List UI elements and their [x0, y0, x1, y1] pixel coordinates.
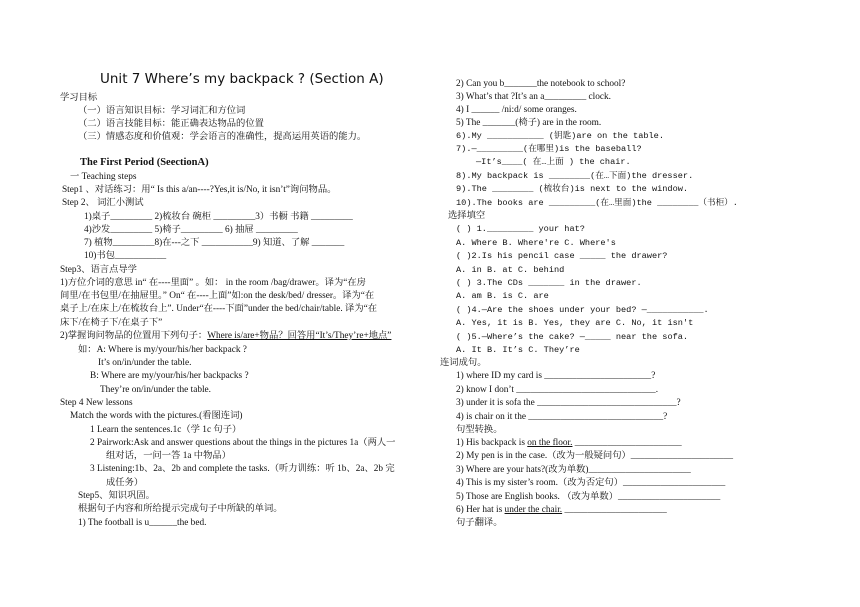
text-line: 1 Learn the sentences.1c（学 1c 句子） [90, 425, 242, 435]
vocab-line: 4)沙发_________ 5)椅子_________ 6) 抽屉 _________ [84, 225, 298, 235]
vocab-line: 1)桌子_________ 2)梳妆台 碗柜 _________3）书橱 书籍 _________ [84, 212, 353, 222]
mc-question: ( )5.—Where’s the cake? —_____ near the sofa. [456, 332, 689, 342]
text-span: _______________________ [572, 438, 682, 448]
section-heading: 句子翻译。 [456, 518, 503, 528]
sentence-line: 1) where ID my card is _______________________? [456, 371, 656, 381]
vocab-line: 10)书包___________ [84, 251, 167, 261]
text-line: 一 Teaching steps [70, 172, 137, 182]
text-span: 6) Her hat is [456, 505, 505, 515]
text-span: 2)掌握询问物品的位置用下列句子： [60, 331, 208, 341]
text-line: 2 Pairwork:Ask and answer questions about the things in the pictures 1a（两人一 [90, 438, 396, 448]
transform-line: 4) This is my sister’s room.（改为否定句）______________________ [456, 478, 726, 488]
exercise-line: 2) Can you b_______the notebook to school? [456, 79, 626, 89]
mc-question: ( )4.—Are the shoes under your bed? —___________. [456, 305, 709, 315]
text-line: Match the words with the pictures.(看图连词) [70, 411, 243, 421]
text-line: 桌子上/在床上/在梳妆台上”. Under“在----下面”under the bed/chair/table. 译为“在 [60, 304, 378, 314]
section-heading: 学习目标 [60, 93, 98, 103]
section-heading: 选择填空 [448, 211, 486, 221]
text-line: B: Where are my/your/his/her backpacks ? [90, 371, 249, 381]
section-heading: 句型转换。 [456, 425, 503, 435]
mc-options: A. am B. is C. are [456, 291, 549, 301]
transform-line [456, 437, 682, 449]
underlined-text: on the floor. [527, 438, 573, 448]
objective-line: （一）语言知识目标：学习词汇和方位词 [78, 106, 246, 116]
text-line: 组对话，一问一答 1a 中物品） [106, 451, 231, 461]
text-line: 如：A: Where is my/your/his/her backpack ? [78, 345, 247, 355]
text-line: 成任务） [106, 478, 144, 488]
mc-options: A. Where B. Where're C. Where's [456, 238, 616, 248]
text-line: Step5、知识巩固。 [78, 491, 155, 501]
text-line: Step1 、对话练习：用“ Is this a/an----?Yes,it is/No, it isn’t”询问物品。 [62, 185, 337, 195]
exercise-line: 10).The books are _________(在…里面)the ________（书柜）. [456, 198, 738, 208]
mc-question: ( )2.Is his pencil case _____ the drawer? [456, 251, 668, 261]
mc-options: A. in B. at C. behind [456, 265, 565, 275]
transform-line: 2) My pen is in the case.（改为一般疑问句）______________________ [456, 451, 734, 461]
mc-options: A. It B. It’s C. They’re [456, 345, 580, 355]
text-line: 床下/在椅子下/在桌子下” [60, 318, 163, 328]
transform-line: 3) Where are your hats?(改为单数)______________________ [456, 465, 691, 475]
text-line: 间里/在书包里/在抽屉里。” On“ 在----上面”如:on the desk/bed/ dresser。译为“在 [60, 291, 375, 301]
text-span: ______________________ [562, 505, 667, 515]
text-line: It’s on/in/under the table. [98, 358, 192, 368]
period-heading: The First Period (SeectionA) [80, 157, 209, 168]
objective-line: （三）情感态度和价值观：学会语言的准确性，提高运用英语的能力。 [78, 132, 367, 142]
vocab-line: 7) 植物_________8)在---之下 ___________9) 知道、了解 _______ [84, 238, 345, 248]
text-line: Step 2、 词汇小测试 [62, 198, 144, 208]
sentence-line: 2) know I don’t ______________________________. [456, 385, 659, 395]
mc-question: ( ) 1._________ your hat? [456, 224, 585, 234]
underlined-text: under the chair. [504, 505, 563, 515]
text-span: 1) His backpack is [456, 438, 528, 448]
exercise-line: 8).My backpack is ________(在…下面)the dresser. [456, 171, 694, 181]
page-title: Unit 7 Where’s my backpack ? (Section A) [100, 71, 384, 87]
underlined-text: Where is/are+物品？回答用“It’s/They’re+地点” [207, 331, 392, 341]
sentence-line: 3) under it is sofa the ______________________________? [456, 398, 681, 408]
transform-line [456, 504, 667, 516]
exercise-line: 9).The ________ (梳妆台)is next to the window. [456, 184, 689, 194]
exercise-line: 6).My ___________ (钥匙)are on the table. [456, 131, 664, 141]
text-line [60, 330, 391, 342]
exercise-line: —It’s____( 在…上面 ) the chair. [476, 157, 631, 167]
objective-line: （二）语言技能目标：能正确表达物品的位置 [78, 119, 264, 129]
text-line: Step 4 New lessons [60, 398, 133, 408]
text-line: They’re on/in/under the table. [100, 385, 212, 395]
mc-question: ( ) 3.The CDs _______ in the drawer. [456, 278, 642, 288]
text-line: 1)方位介词的意思 in“ 在----里面” 。如： in the room /bag/drawer。译为“在房 [60, 278, 366, 288]
exercise-line: 7).—_________(在哪里)is the baseball? [456, 144, 642, 154]
sentence-line: 4) is chair on it the _____________________________? [456, 412, 668, 422]
mc-options: A. Yes, it is B. Yes, they are C. No, it isn't [456, 318, 694, 328]
exercise-line: 4) I ______ /ni:d/ some oranges. [456, 105, 577, 115]
exercise-line: 5) The _______(椅子) are in the room. [456, 118, 602, 128]
text-line: 根据句子内容和所给提示完成句子中所缺的单词。 [78, 504, 283, 514]
text-line: 1) The football is u______the bed. [78, 518, 207, 528]
transform-line: 5) Those are English books. （改为单数）______________________ [456, 492, 721, 502]
text-line: Step3、语言点导学 [60, 265, 137, 275]
section-heading: 连词成句。 [440, 358, 487, 368]
exercise-line: 3) What’s that ?It’s an a_________ clock. [456, 92, 611, 102]
text-line: 3 Listening:1b、2a、2b and complete the tasks.（听力训练：听 1b、2a、2b 完 [90, 464, 395, 474]
